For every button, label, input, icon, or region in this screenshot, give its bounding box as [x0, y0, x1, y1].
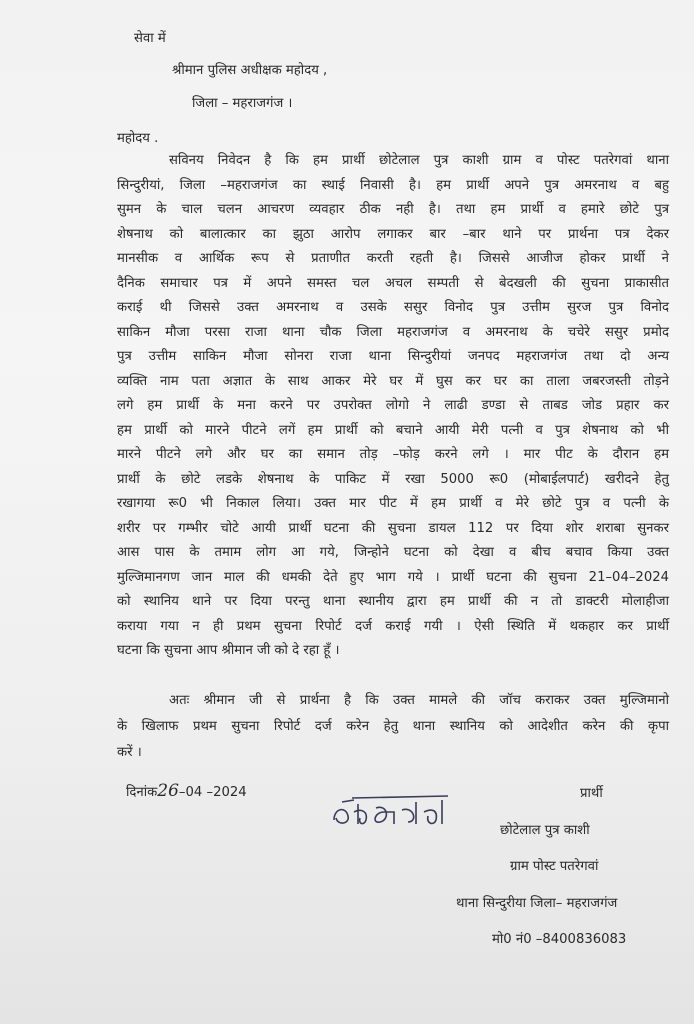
paragraph1-line: सुमन के चाल चलन आचरण व्यवहार ठीक नही है। तथा हम प्रार्थी व हमारे छोटे पुत्र [117, 202, 669, 217]
paragraph1-line: मुल्जिमानगण जान माल की धमकी देते हुए भाग गये । प्रार्थी घटना की सुचना 21–04–2024 [117, 569, 669, 585]
paragraph1-line: सिन्दुरीयां, जिला –महराजगंज का स्थाई निवासी है। हम प्रार्थी अपने पुत्र अमरनाथ व बहु [117, 177, 669, 193]
paragraph1-line: कराई थी जिससे उक्त अमरनाथ व उसके ससुर विनोद पुत्र उत्तीम सुरज पुत्र विनोद [117, 300, 669, 315]
paragraph1-line: कराया गया न ही प्रथम सुचना रिपोर्ट दर्ज कराई गयी । ऐसी स्थिति में थकहार कर प्रार्थी [117, 618, 669, 634]
paragraph2-line: के खिलाफ प्रथम सुचना रिपोर्ट दर्ज करेन हेतु थाना स्थानिय को आदेशीत करेन की कृपा [117, 719, 669, 734]
paragraph1-line: दैनिक समाचार पत्र में अपने समस्त चल अचल सम्पती से बेदखली की सुचना प्राकासीत [117, 275, 669, 291]
recipient-title: श्रीमान पुलिस अधीक्षक महोदय , [172, 63, 328, 78]
applicant-name: छोटेलाल पुत्र काशी [500, 823, 590, 838]
recipient-district: जिला – महराजगंज । [192, 96, 293, 111]
handwritten-signature [328, 790, 458, 836]
paragraph1-line: को स्थानिय थाने पर दिया परन्तु थाना स्थानीय द्वारा हम प्रार्थी की न तो डाक्टरी मोलाहीजा [117, 594, 669, 609]
paragraph1-line: सविनय निवेदन है कि हम प्रार्थी छोटेलाल पुत्र काशी ग्राम व पोस्ट पतरेगवां थाना [169, 153, 669, 168]
salutation: महोदय . [117, 131, 159, 146]
paragraph1-line: शेषनाथ को बालात्कार का झुठा आरोप लगाकर बार –बार थाने पर प्रार्थना पत्र देकर [117, 226, 669, 242]
paragraph1-line: शरीर पर गम्भीर चोटे आयी प्रार्थी घटना की सुचना डायल 112 पर दिया शोर शराबा सुनकर [117, 520, 669, 536]
paragraph1-line: हम प्रार्थी को मारने पीटने लगें हम प्रार्थी को बचाने आयी मेरी पत्नी व पुत्र शेषनाथ को भी [117, 422, 669, 438]
paragraph1-line: प्रार्थी के छोटे लडके शेषनाथ के पाकिट में रखा 5000 रू0 (मोबाईलपार्ट) खरीदने हेतु [117, 471, 669, 487]
paragraph2-line: अतः श्रीमान जी से प्रार्थना है कि उक्त मामले की जॉच कराकर उक्त मुल्जिमानो [169, 693, 669, 708]
date-rest: –04 –2024 [178, 785, 247, 800]
applicant-mobile: मो0 नं0 –8400836083 [492, 932, 627, 947]
paragraph1-line: घटना कि सुचना आप श्रीमान जी को दे रहा हूँ । [117, 643, 340, 658]
applicant-label: प्रार्थी [580, 786, 603, 801]
address-to: सेवा में [134, 31, 166, 46]
paragraph1-line: मानसीक व आर्थिक रूप से प्रताणीत करती रहती है। जिससे आजीज होकर प्रार्थी ने [117, 251, 669, 266]
paragraph1-line: लगे हम प्रार्थी के मना करने पर उपरोक्त लोगो ने लाढी डण्डा से ताबड जोड प्रहार कर [117, 398, 669, 413]
paragraph1-line: आस पास के तमाम लोग आ गये, जिन्होने घटना को देखा व बीच बचाव किया उक्त [117, 545, 669, 560]
paragraph1-line: मारने पीटने लगे और घर का समान तोड़ –फोड़ करने लगे । मार पीट के दौरान हम [117, 447, 669, 462]
paragraph2-line: करें । [117, 745, 142, 760]
paragraph1-line: साकिन मौजा परसा राजा थाना चौक जिला महराजगंज व अमरनाथ के चचेरे ससुर प्रमोद [117, 324, 669, 340]
date-line [126, 782, 247, 802]
applicant-station: थाना सिन्दुरीया जिला– महराजगंज [456, 896, 618, 911]
date-handwritten-day: 26 [157, 781, 179, 801]
paragraph1-line: रखागया रू0 भी निकाल लिया। उक्त मार पीट में हम प्रार्थी व मेरे छोटे पुत्र व पत्नी के [117, 496, 669, 511]
paragraph1-line: व्यक्ति नाम पता अज्ञात के साथ आकर मेरे घर में घुस कर घर का ताला जबरजस्ती तोड़ने [117, 373, 669, 389]
date-label: दिनांक [126, 785, 158, 800]
applicant-village: ग्राम पोस्ट पतरेगवां [510, 859, 599, 874]
paragraph1-line: पुत्र उत्तीम साकिन मौजा सोनरा राजा थाना सिन्दुरीयां जनपद महराजगंज तथा दो अन्य [117, 349, 669, 364]
